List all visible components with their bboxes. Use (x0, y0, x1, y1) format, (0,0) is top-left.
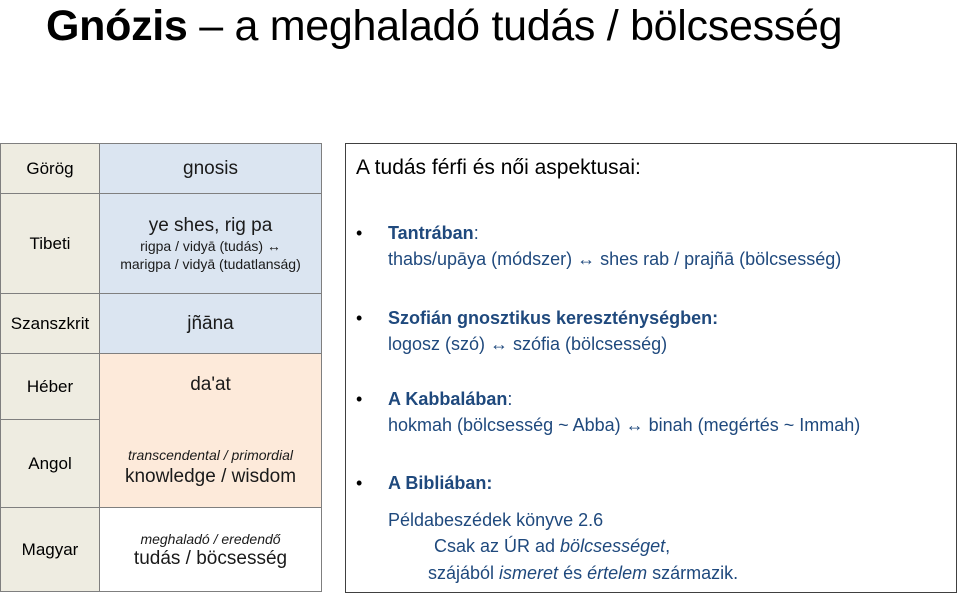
row-value (100, 508, 322, 592)
value-sub: transcendental / primordial (128, 447, 293, 463)
bullet-icon: • (356, 308, 363, 328)
row-value (100, 354, 322, 508)
value-main: tudás / böcsesség (133, 547, 288, 569)
value-line2: rigpa / vidyā (tudás) ↔ (140, 237, 281, 254)
value-main: gnosis (183, 157, 238, 179)
value-main: jñāna (187, 312, 234, 334)
quote-reference: Példabeszédek könyve 2.6 (388, 510, 604, 530)
panel-heading: A tudás férfi és női aspektusai: (356, 156, 641, 179)
row-label: Magyar (1, 508, 100, 592)
bullet-icon: • (356, 473, 363, 493)
aspects-panel (345, 143, 957, 593)
table-row (1, 354, 322, 420)
value-main: ye shes, rig pa (148, 214, 273, 236)
item-line: thabs/upāya (módszer) ↔ shes rab / prajñā (bölcsesség) (388, 249, 842, 269)
item-head-suffix: : (473, 223, 479, 243)
table-row (1, 508, 322, 592)
row-value (100, 194, 322, 294)
row-label: Héber (1, 354, 100, 420)
row-label: Angol (1, 420, 100, 508)
table-row (1, 294, 322, 354)
item-head: A Kabbalában (388, 389, 508, 409)
value-sub: meghaladó / eredendő (140, 530, 281, 547)
bullet-icon: • (356, 223, 363, 243)
row-label: Tibeti (1, 194, 100, 294)
row-label: Szanszkrit (1, 294, 100, 354)
table-row (1, 144, 322, 194)
item-head-suffix: : (507, 389, 513, 409)
row-label: Görög (1, 144, 100, 194)
item-line: hokmah (bölcsesség ~ Abba) ↔ binah (megértés ~ Immah) (388, 415, 861, 435)
item-line: logosz (szó) ↔ szófia (bölcsesség) (388, 334, 668, 354)
bullet-icon: • (356, 389, 363, 409)
quote-line-2: szájából ismeret és értelem származik. (428, 563, 739, 583)
value-line3: marigpa / vidyā (tudatlanság) (120, 255, 301, 272)
row-value (100, 144, 322, 194)
value-main: knowledge / wisdom (124, 466, 297, 487)
translation-table (0, 143, 322, 592)
item-head: A Bibliában: (388, 473, 493, 493)
item-head: Szofián gnosztikus kereszténységben: (388, 308, 719, 328)
title-rest: – a meghaladó tudás / bölcsesség (187, 2, 843, 50)
quote-line-1: Csak az ÚR ad bölcsességet, (434, 536, 671, 556)
row-value (100, 294, 322, 354)
title-strong: Gnózis (46, 2, 188, 50)
item-head: Tantrában (388, 223, 474, 243)
table-row (1, 194, 322, 294)
value-main: da'at (190, 374, 231, 395)
page-title (46, 0, 842, 52)
